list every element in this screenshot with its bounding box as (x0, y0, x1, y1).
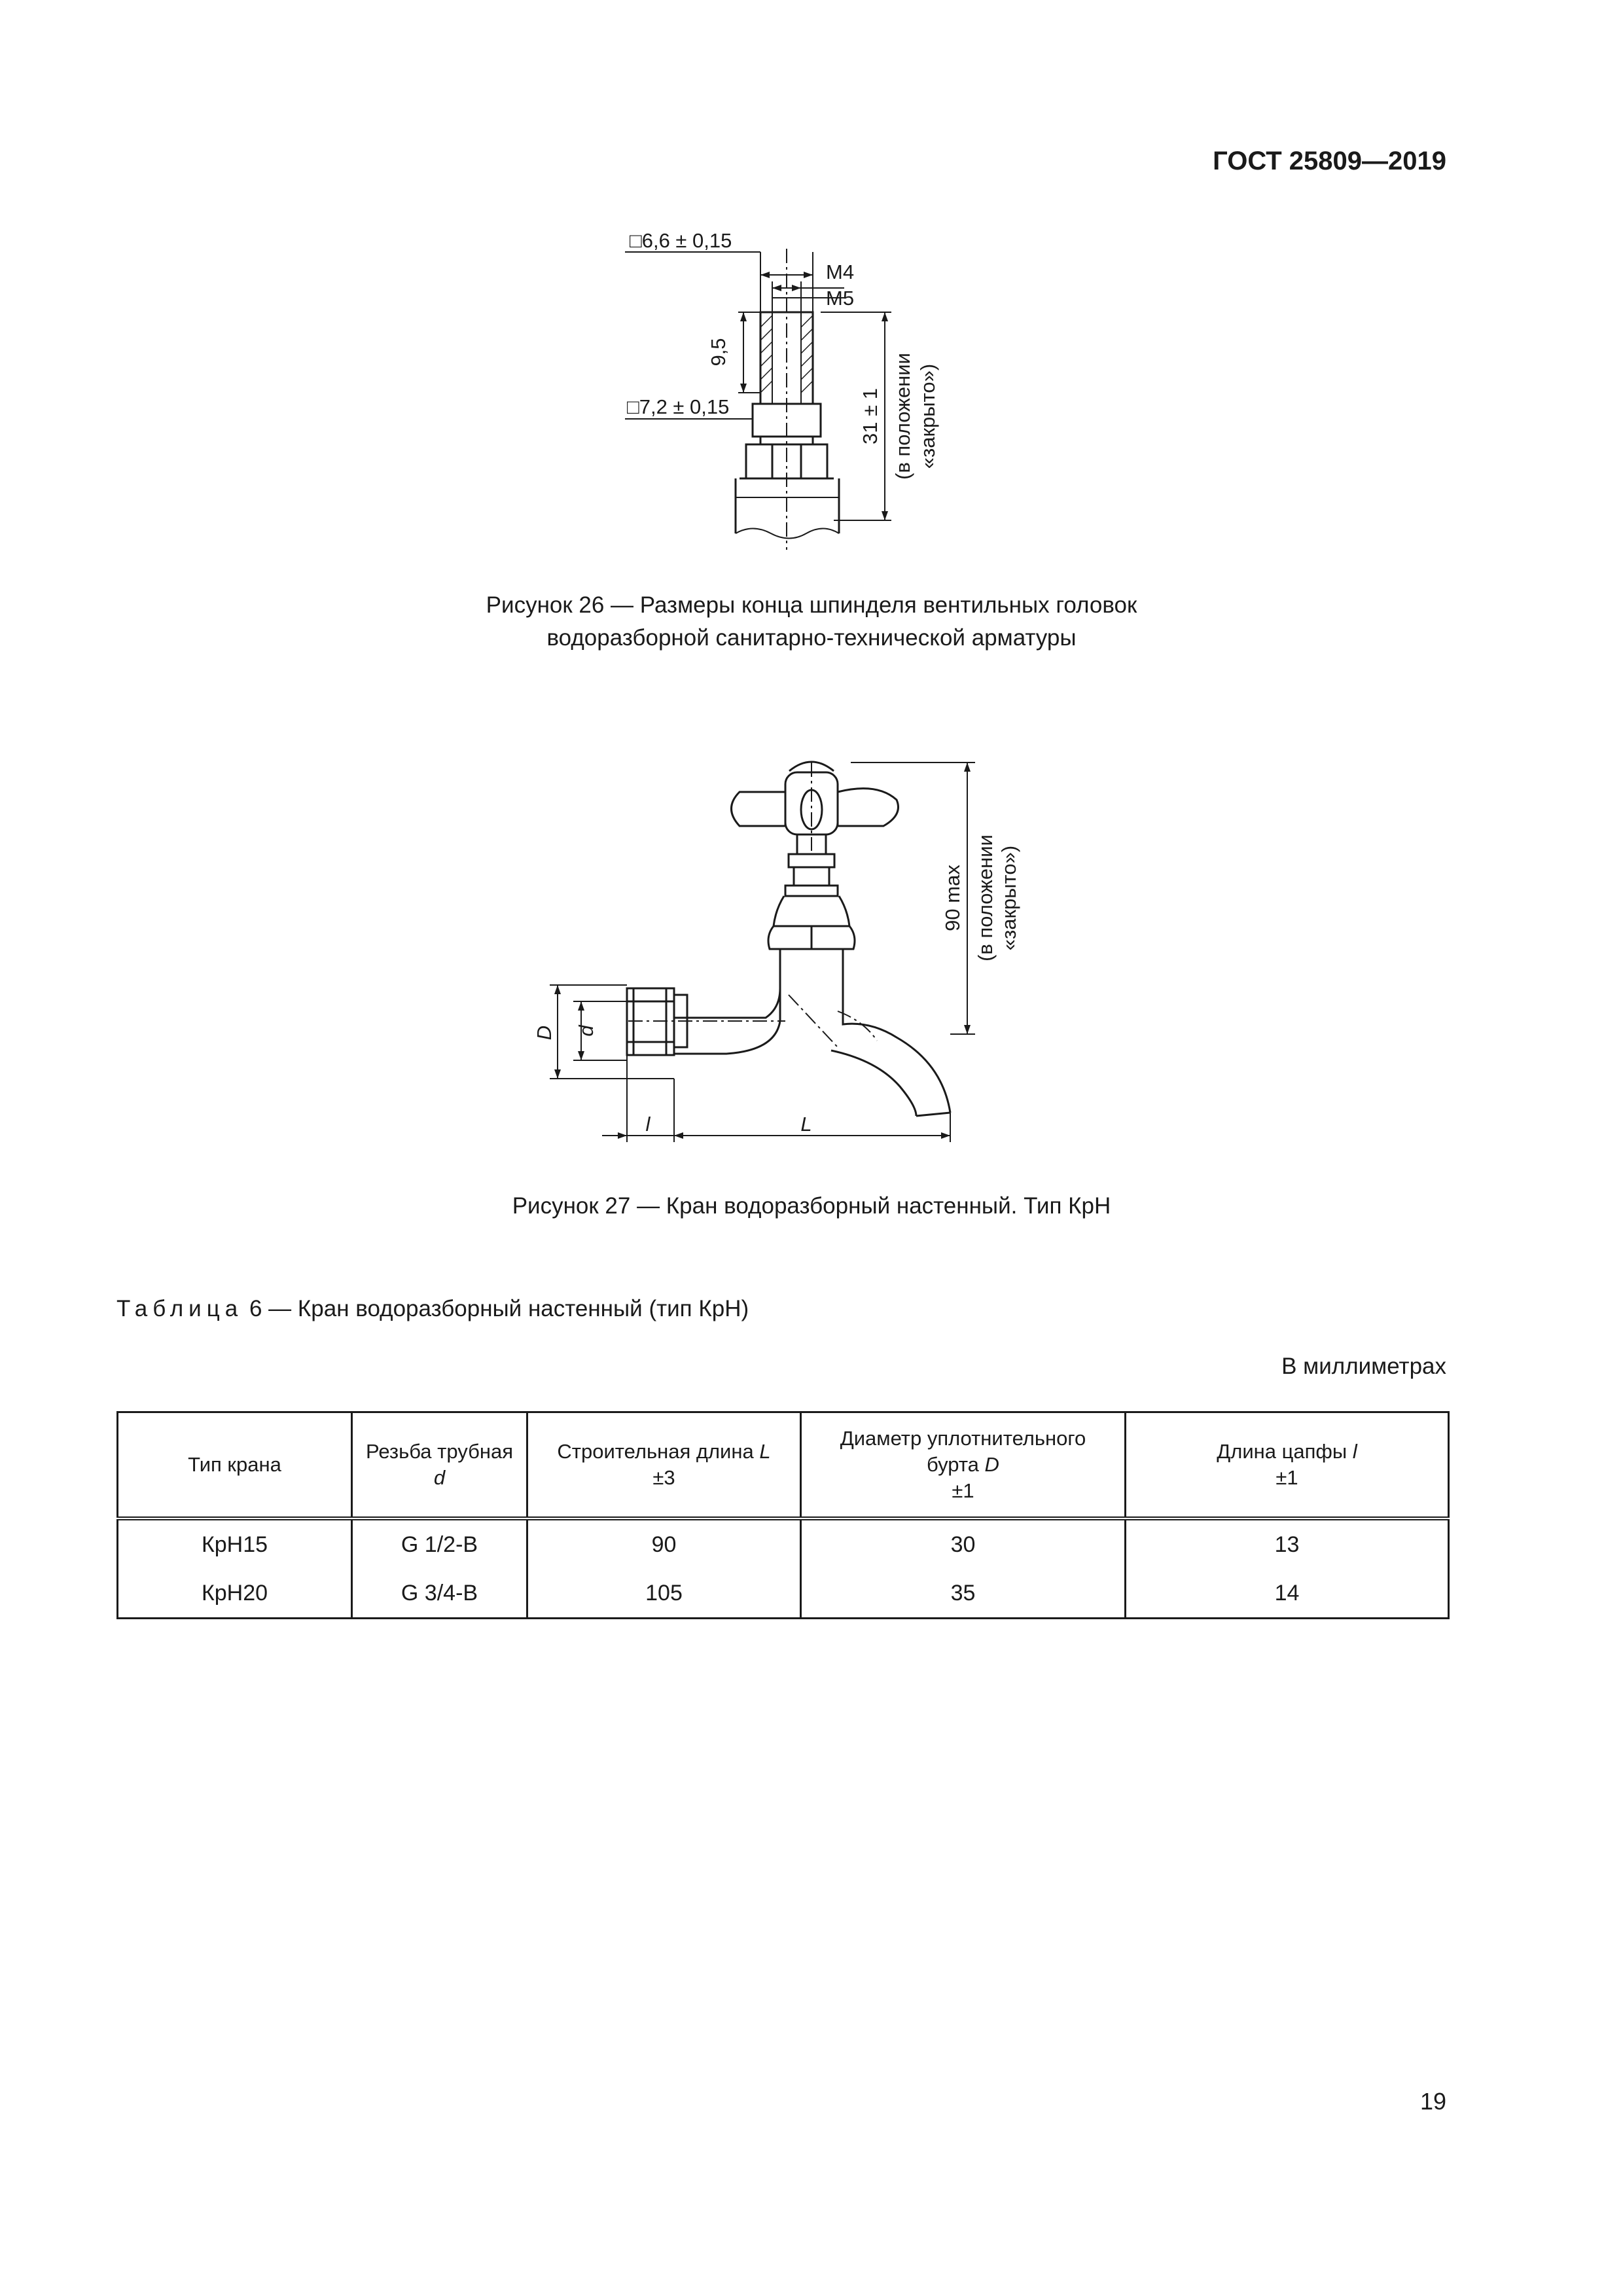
dim-L: L (800, 1113, 812, 1136)
table-header-row (118, 1412, 1449, 1519)
cell-thread: G 3/4-B (352, 1569, 527, 1619)
dim-square-bottom: □7,2 ± 0,15 (627, 395, 730, 418)
dim-d: d (575, 1025, 597, 1037)
figure-26-caption (223, 589, 1400, 655)
header-diameter-symbol: D (984, 1453, 999, 1476)
note-closed-line2: «закрыто») (916, 363, 939, 469)
dim-31: 31 ± 1 (859, 388, 882, 444)
figure-26-caption-line1: Рисунок 26 — Размеры конца шпинделя вентильных головок (486, 592, 1137, 618)
note-closed-line1: (в положении (891, 353, 914, 480)
table-6 (116, 1411, 1450, 1619)
header-faucet-type (118, 1412, 352, 1519)
header-faucet-type-text: Тип крана (188, 1453, 281, 1476)
header-thread (352, 1412, 527, 1519)
dim-square-top: □6,6 ± 0,15 (630, 229, 732, 252)
cell-diameter: 30 (801, 1518, 1126, 1569)
header-length (527, 1412, 801, 1519)
note-closed-line1: (в положении (974, 834, 997, 961)
header-pin-length-tolerance: ±1 (1275, 1466, 1298, 1489)
header-pin-length (1126, 1412, 1449, 1519)
header-length-tolerance: ±3 (652, 1466, 675, 1489)
document-code: ГОСТ 25809—2019 (1213, 147, 1446, 175)
table-6-title-prefix: Таблица (116, 1296, 243, 1321)
figure-27-caption: Рисунок 27 — Кран водоразборный настенный. Тип КрН (512, 1193, 1111, 1219)
note-closed-line2: «закрыто») (997, 845, 1020, 951)
figure-26-drawing (609, 219, 975, 553)
dim-m4: M4 (826, 260, 855, 283)
cell-length: 105 (527, 1569, 801, 1619)
table-6-units: В миллиметрах (1281, 1354, 1446, 1379)
table-6-title-text: 6 — Кран водоразборный настенный (тип КрН) (243, 1296, 749, 1321)
dim-D: D (533, 1025, 556, 1041)
figure-27-dimensions (550, 762, 975, 1142)
table-row (118, 1569, 1449, 1619)
faucet-drawing (627, 762, 950, 1116)
table-6-title (116, 1296, 749, 1322)
cell-type: КрН15 (118, 1518, 352, 1569)
cell-type: КрН20 (118, 1569, 352, 1619)
page-number: 19 (1419, 2088, 1446, 2115)
header-length-text: Строительная длина (557, 1440, 760, 1463)
figure-27-drawing (524, 740, 1047, 1158)
header-diameter-text2: бурта (927, 1453, 985, 1476)
header-pin-length-symbol: l (1352, 1440, 1357, 1463)
header-thread-text: Резьба трубная (366, 1440, 513, 1463)
spindle-end-drawing (736, 249, 839, 550)
header-pin-length-text: Длина цапфы (1217, 1440, 1353, 1463)
header-length-symbol: L (759, 1440, 771, 1463)
cell-pin-length: 14 (1126, 1569, 1449, 1619)
cell-thread: G 1/2-B (352, 1518, 527, 1569)
header-diameter-text: Диаметр уплотнительного (840, 1427, 1086, 1450)
cell-diameter: 35 (801, 1569, 1126, 1619)
figure-26-caption-line2: водоразборной санитарно-технической арматуры (546, 625, 1077, 651)
dim-l: l (645, 1113, 651, 1136)
dim-90-max: 90 max (941, 865, 964, 931)
header-thread-symbol: d (433, 1466, 446, 1489)
cell-length: 90 (527, 1518, 801, 1569)
header-diameter-tolerance: ±1 (952, 1479, 974, 1502)
dim-95: 9,5 (707, 338, 730, 367)
cell-pin-length: 13 (1126, 1518, 1449, 1569)
dim-m5: M5 (826, 287, 855, 310)
header-diameter (801, 1412, 1126, 1519)
table-row (118, 1518, 1449, 1569)
